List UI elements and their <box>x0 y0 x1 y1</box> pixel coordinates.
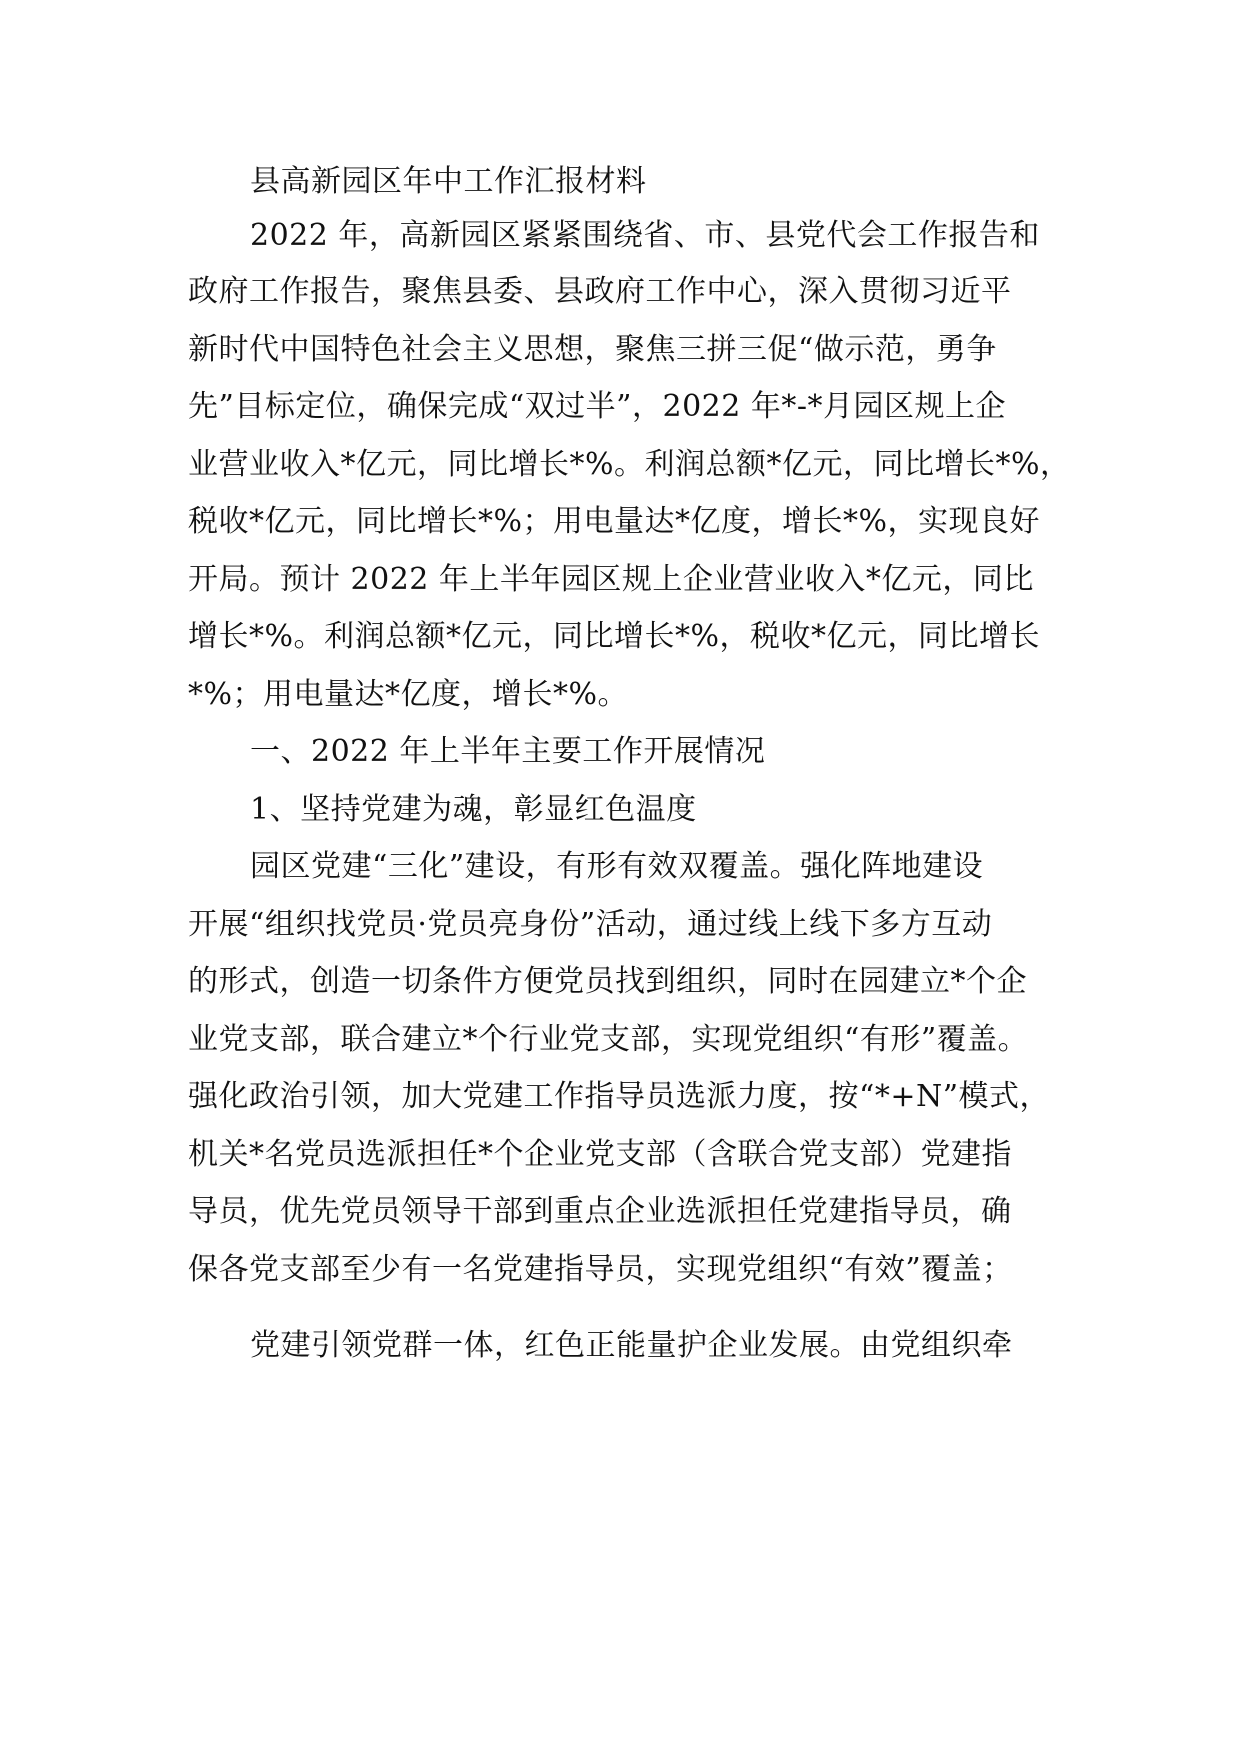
paragraph-line: 强化政治引领，加大党建工作指导员选派力度，按“*+N”模式， <box>188 1079 1051 1114</box>
document-title: 县高新园区年中工作汇报材料 <box>250 164 647 199</box>
paragraph-line: 党建引领党群一体，红色正能量护企业发展。由党组织牵 <box>250 1328 1013 1363</box>
section-heading: 一、2022 年上半年主要工作开展情况 <box>250 734 766 769</box>
paragraph-line: 开局。预计 2022 年上半年园区规上企业营业收入*亿元，同比 <box>188 562 1034 597</box>
subsection-heading: 1、坚持党建为魂，彰显红色温度 <box>250 792 697 827</box>
paragraph-line: 园区党建“三化”建设，有形有效双覆盖。强化阵地建设 <box>250 849 984 884</box>
paragraph-line: 先”目标定位，确保完成“双过半”，2022 年*-*月园区规上企 <box>188 389 1007 424</box>
paragraph-line: 导员，优先党员领导干部到重点企业选派担任党建指导员，确 <box>188 1194 1012 1229</box>
paragraph-line: 的形式，创造一切条件方便党员找到组织，同时在园建立*个企 <box>188 964 1027 999</box>
paragraph-line: 保各党支部至少有一名党建指导员，实现党组织“有效”覆盖； <box>188 1252 1013 1287</box>
paragraph-line: 开展“组织找党员·党员亮身份”活动，通过线上线下多方互动 <box>188 907 993 942</box>
paragraph-line: 业党支部，联合建立*个行业党支部，实现党组织“有形”覆盖。 <box>188 1022 1029 1057</box>
paragraph-line: 2022 年，高新园区紧紧围绕省、市、县党代会工作报告和 <box>250 218 1040 253</box>
paragraph-line: 业营业收入*亿元，同比增长*%。利润总额*亿元，同比增长*%， <box>188 447 1071 482</box>
paragraph-line: 政府工作报告，聚焦县委、县政府工作中心，深入贯彻习近平 <box>188 274 1012 309</box>
paragraph-line: 增长*%。利润总额*亿元，同比增长*%，税收*亿元，同比增长 <box>188 619 1041 654</box>
paragraph-line: 新时代中国特色社会主义思想，聚焦三拼三促“做示范，勇争 <box>188 332 997 367</box>
paragraph-line: 机关*名党员选派担任*个企业党支部（含联合党支部）党建指 <box>188 1137 1012 1172</box>
paragraph-line: 税收*亿元，同比增长*%；用电量达*亿度，增长*%，实现良好 <box>188 504 1041 539</box>
paragraph-line: *%；用电量达*亿度，增长*%。 <box>188 677 629 712</box>
